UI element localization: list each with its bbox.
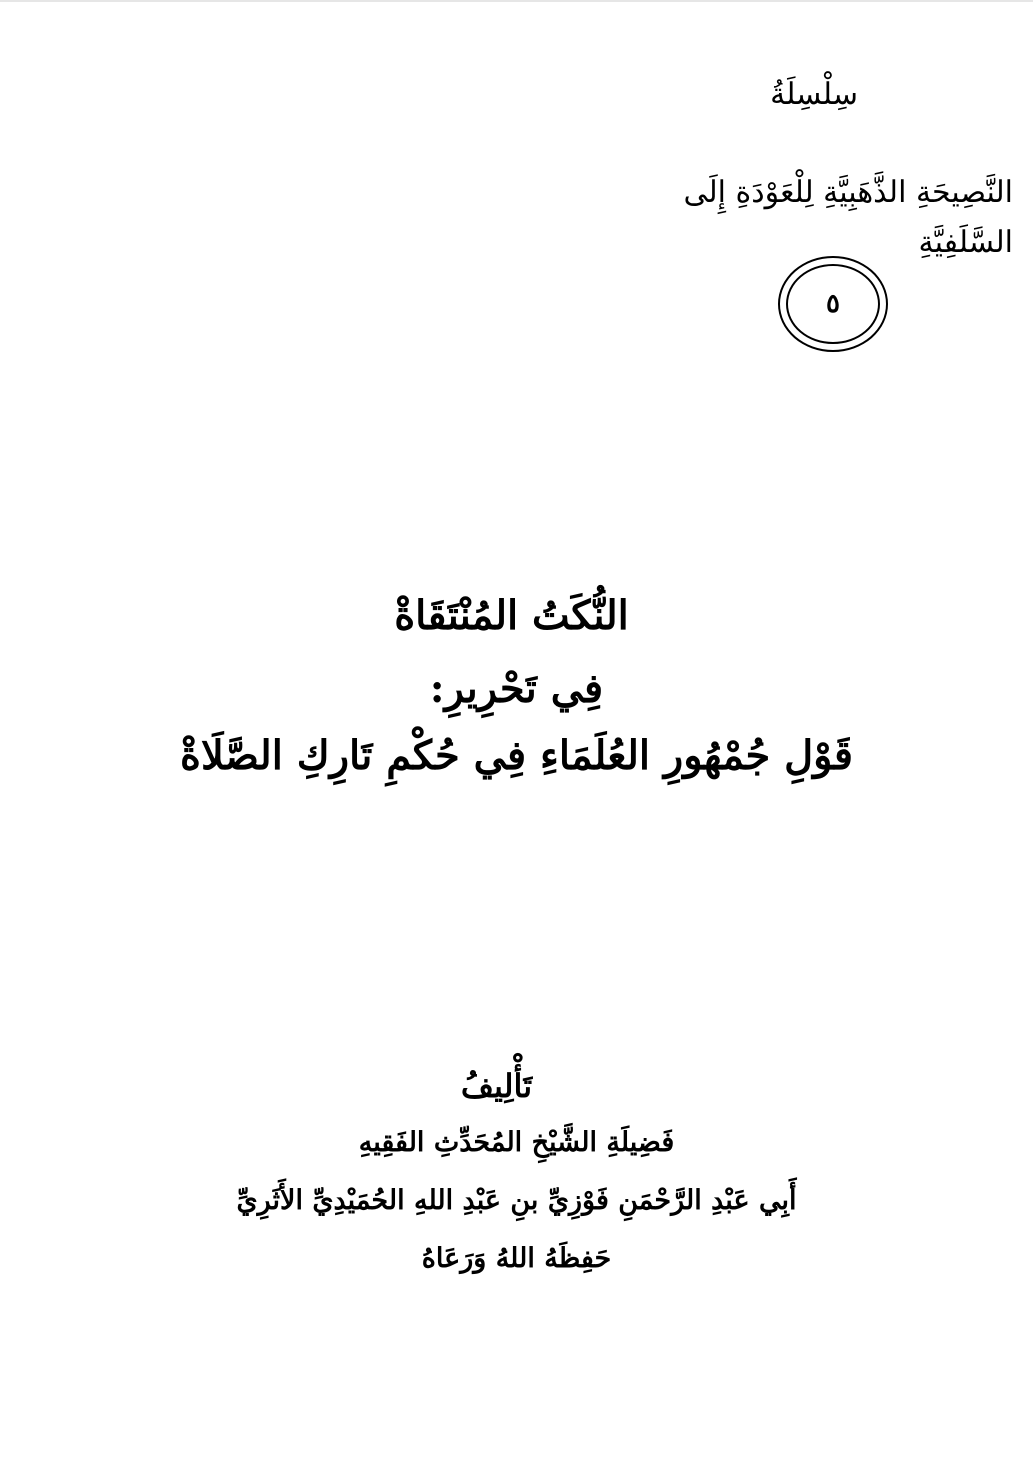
book-title-line-2: فِي تَحْرِيرِ: (429, 665, 604, 712)
top-border (0, 0, 1033, 2)
author-heading: تَأْلِيفُ (460, 1067, 533, 1105)
book-title-line-1: النُّكَتُ المُنْتَقَاةْ (394, 592, 629, 639)
series-title: النَّصِيحَةِ الذَّهَبِيَّةِ لِلْعَوْدَةِ إِلَى السَّلَفِيَّةِ (683, 175, 1013, 260)
author-blessing: حَفِظَهُ اللهُ وَرَعَاهُ (421, 1243, 612, 1274)
series-number-badge (778, 256, 888, 352)
book-title (0, 578, 1033, 794)
series-label: سِلْسِلَةُ (770, 77, 858, 112)
series-header (593, 70, 1013, 268)
series-number: ٥ (826, 289, 840, 319)
author-honorific: فَضِيلَةِ الشَّيْخِ المُحَدِّثِ الفَقِيهِ (358, 1127, 675, 1158)
book-title-line-3: قَوْلِ جُمْهُورِ العُلَمَاءِ فِي حُكْمِ تَارِكِ الصَّلَاةْ (180, 732, 853, 779)
author-section (0, 1058, 1033, 1288)
author-name: أَبِي عَبْدِ الرَّحْمَنِ فَوْزِيِّ بنِ عَبْدِ اللهِ الحُمَيْدِيِّ الأَثَرِيِّ (236, 1185, 797, 1216)
